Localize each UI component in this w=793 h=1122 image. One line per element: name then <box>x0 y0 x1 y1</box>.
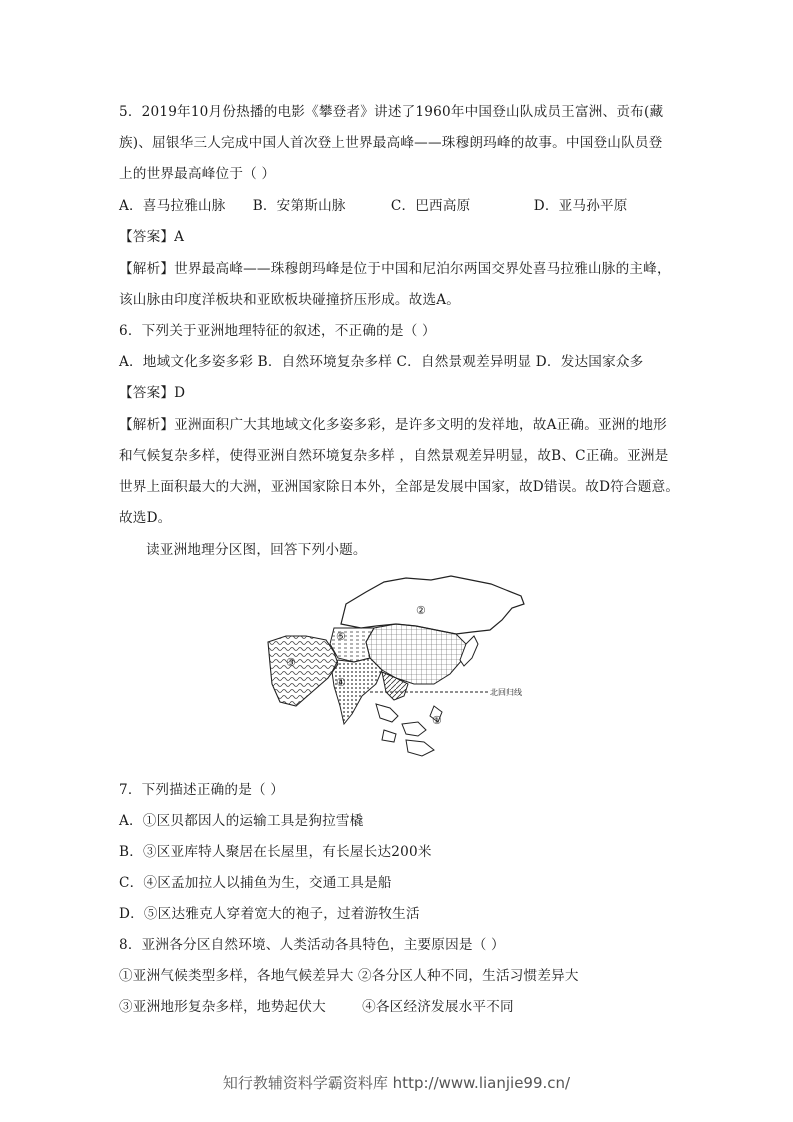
region-label-4: ④ <box>336 676 346 689</box>
q5-options: A．喜马拉雅山脉 B．安第斯山脉 C．巴西高原 D．亚马孙平原 <box>119 198 628 214</box>
region-label-3: ③ <box>286 656 296 669</box>
asia-region-map <box>266 574 534 764</box>
reading-prompt: 读亚洲地理分区图，回答下列小题。 <box>146 542 367 558</box>
west-asia-region <box>268 636 338 706</box>
q7-stem: 7．下列描述正确的是（ ） <box>119 782 285 798</box>
q6-analysis-line-4: 故选D。 <box>119 510 172 526</box>
q8-options-line-2: ③亚洲地形复杂多样，地势起伏大 ④各区经济发展水平不同 <box>119 999 514 1015</box>
region-label-5: ⑤ <box>336 630 346 643</box>
q7-option-a: A．①区贝都因人的运输工具是狗拉雪橇 <box>119 813 364 829</box>
q6-analysis-line-1: 【解析】亚洲面积广大其地域文化多姿多彩，是许多文明的发祥地，故A正确。亚洲的地形 <box>119 417 667 433</box>
q8-options-line-1: ①亚洲气候类型多样，各地气候差异大 ②各分区人种不同，生活习惯差异大 <box>119 968 579 984</box>
q7-option-c: C．④区孟加拉人以捕鱼为生，交通工具是船 <box>119 875 392 891</box>
q6-stem: 6．下列关于亚洲地理特征的叙述，不正确的是（ ） <box>119 323 436 339</box>
footer-watermark: 知行教辅资料学霸资料库 http://www.lianjie99.cn/ <box>222 1074 571 1092</box>
q6-options: A．地域文化多姿多彩 B．自然环境复杂多样 C．自然景观差异明显 D．发达国家众多 <box>119 354 644 370</box>
north-asia-region <box>341 576 524 634</box>
southeast-asia-islands <box>376 704 442 756</box>
tropic-label: 北回归线 <box>490 688 522 697</box>
east-asia-region <box>366 624 466 684</box>
q7-option-d: D．⑤区达雅克人穿着宽大的袍子，过着游牧生活 <box>119 906 420 922</box>
q6-analysis-line-2: 和气候复杂多样，使得亚洲自然环境复杂多样 ，自然景观差异明显，故B、C正确。亚洲是 <box>119 448 669 464</box>
q5-answer: 【答案】A <box>119 229 185 245</box>
q5-analysis-line-1: 【解析】世界最高峰——珠穆朗玛峰是位于中国和尼泊尔两国交界处喜马拉雅山脉的主峰， <box>119 261 671 277</box>
region-label-2: ② <box>416 604 426 617</box>
q5-stem-line-3: 上的世界最高峰位于（ ） <box>119 166 276 182</box>
q8-stem: 8．亚洲各分区自然环境、人类活动各具特色，主要原因是（ ） <box>119 937 505 953</box>
q5-stem-line-1: 5．2019年10月份热播的电影《攀登者》讲述了1960年中国登山队成员王富洲、贡布(藏 <box>119 104 664 120</box>
region-label-1: ① <box>432 714 442 727</box>
q5-analysis-line-2: 该山脉由印度洋板块和亚欧板块碰撞挤压形成。故选A。 <box>119 292 461 308</box>
q6-answer: 【答案】D <box>119 385 186 401</box>
q7-option-b: B．③区亚库特人聚居在长屋里，有长屋长达200米 <box>119 844 432 860</box>
south-asia-region <box>332 658 382 724</box>
q5-stem-line-2: 族)、屈银华三人完成中国人首次登上世界最高峰——珠穆朗玛峰的故事。中国登山队员登 <box>119 135 663 151</box>
q6-analysis-line-3: 世界上面积最大的大洲，亚洲国家除日本外，全部是发展中国家，故D错误。故D符合题意。 <box>119 479 680 495</box>
